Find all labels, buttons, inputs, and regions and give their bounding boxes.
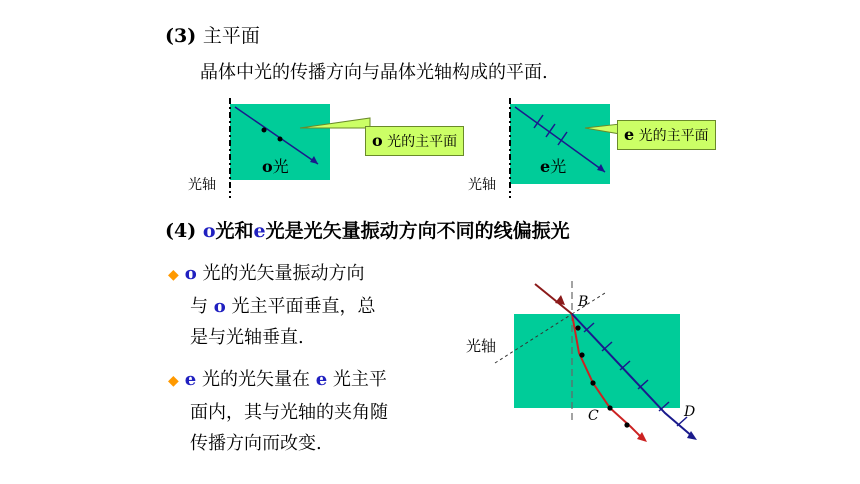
bullet-e-line2: 面内，其与光轴的夹角随 xyxy=(190,402,388,423)
bullet-o-letter: o xyxy=(213,296,226,317)
diagram-o xyxy=(180,98,500,198)
section4-mid: 光和 xyxy=(215,220,254,242)
callout-e-principal-plane xyxy=(617,120,716,150)
section3-title: 主平面 xyxy=(202,25,260,47)
o-ray-dot xyxy=(575,325,580,330)
incident-ray-arrowhead xyxy=(555,295,565,305)
o-ray-dot xyxy=(590,380,595,385)
section4-o-letter: o xyxy=(202,220,216,242)
section3-heading xyxy=(165,21,260,48)
callout-o-text: 光的主平面 xyxy=(382,134,458,150)
bullet-o-line2-pre: 与 xyxy=(190,296,214,317)
bullet-e-light xyxy=(168,364,388,459)
o-ray-dot xyxy=(624,422,629,427)
section3-number: (3) xyxy=(165,25,197,47)
e-ray-label xyxy=(540,154,566,177)
o-ray-dot xyxy=(579,352,584,357)
bullet-o-line2-text: 光主平面垂直，总 xyxy=(225,296,376,317)
bullet-e-letter: e xyxy=(315,369,328,390)
incident-ray xyxy=(535,284,572,314)
optic-axis-label-e: 光轴 xyxy=(468,177,496,193)
bullet-e-letter: e xyxy=(184,369,197,390)
bullet-e-line1 xyxy=(168,364,388,397)
o-ray-dot xyxy=(607,405,612,410)
crystal-optic-axis-label: 光轴 xyxy=(466,337,497,355)
section4-rest: 光是光矢量振动方向不同的线偏振光 xyxy=(265,220,570,242)
callout-o-letter: o xyxy=(372,131,383,150)
bullet-o-line3: 是与光轴垂直. xyxy=(190,327,304,348)
diagram-e xyxy=(460,98,760,198)
section4-e-letter: e xyxy=(253,220,266,242)
bullet-e-line1-mid: 光的光矢量在 xyxy=(196,369,316,390)
bullet-o-line1 xyxy=(168,258,375,291)
e-ray-label-letter: e xyxy=(540,157,551,176)
optic-axis-line-ext xyxy=(572,293,605,314)
callout-o-principal-plane xyxy=(365,126,464,156)
e-ray-label-suffix: 光 xyxy=(550,157,567,176)
bullet-o-line2 xyxy=(168,291,375,322)
o-ray-label-suffix: 光 xyxy=(272,157,289,176)
o-ray-dot xyxy=(262,128,267,133)
bullet-o-letter: o xyxy=(184,263,197,284)
point-b-label: B xyxy=(578,294,589,310)
optic-axis-label-o: 光轴 xyxy=(188,177,216,193)
o-ray-label-letter: o xyxy=(262,157,273,176)
point-d-label: D xyxy=(684,404,696,420)
section4-number: (4) xyxy=(165,220,197,242)
diamond-bullet-icon: ◆ xyxy=(168,267,179,283)
bullet-o-line1-text: 光的光矢量振动方向 xyxy=(196,263,365,284)
crystal-block xyxy=(514,314,680,408)
diamond-bullet-icon: ◆ xyxy=(168,373,179,389)
crystal-diagram xyxy=(455,275,715,455)
point-c-label: C xyxy=(588,408,599,424)
o-ray-dot xyxy=(278,137,283,142)
o-ray-label xyxy=(262,154,289,177)
callout-e-letter: e xyxy=(624,125,635,144)
bullet-e-line1-text: 光主平 xyxy=(327,369,387,390)
bullet-o-light xyxy=(168,258,375,353)
section3-definition: 晶体中光的传播方向与晶体光轴构成的平面. xyxy=(200,62,548,83)
callout-e-text: 光的主平面 xyxy=(634,128,709,144)
bullet-e-line3: 传播方向而改变. xyxy=(190,433,322,454)
section4-heading xyxy=(165,216,570,243)
